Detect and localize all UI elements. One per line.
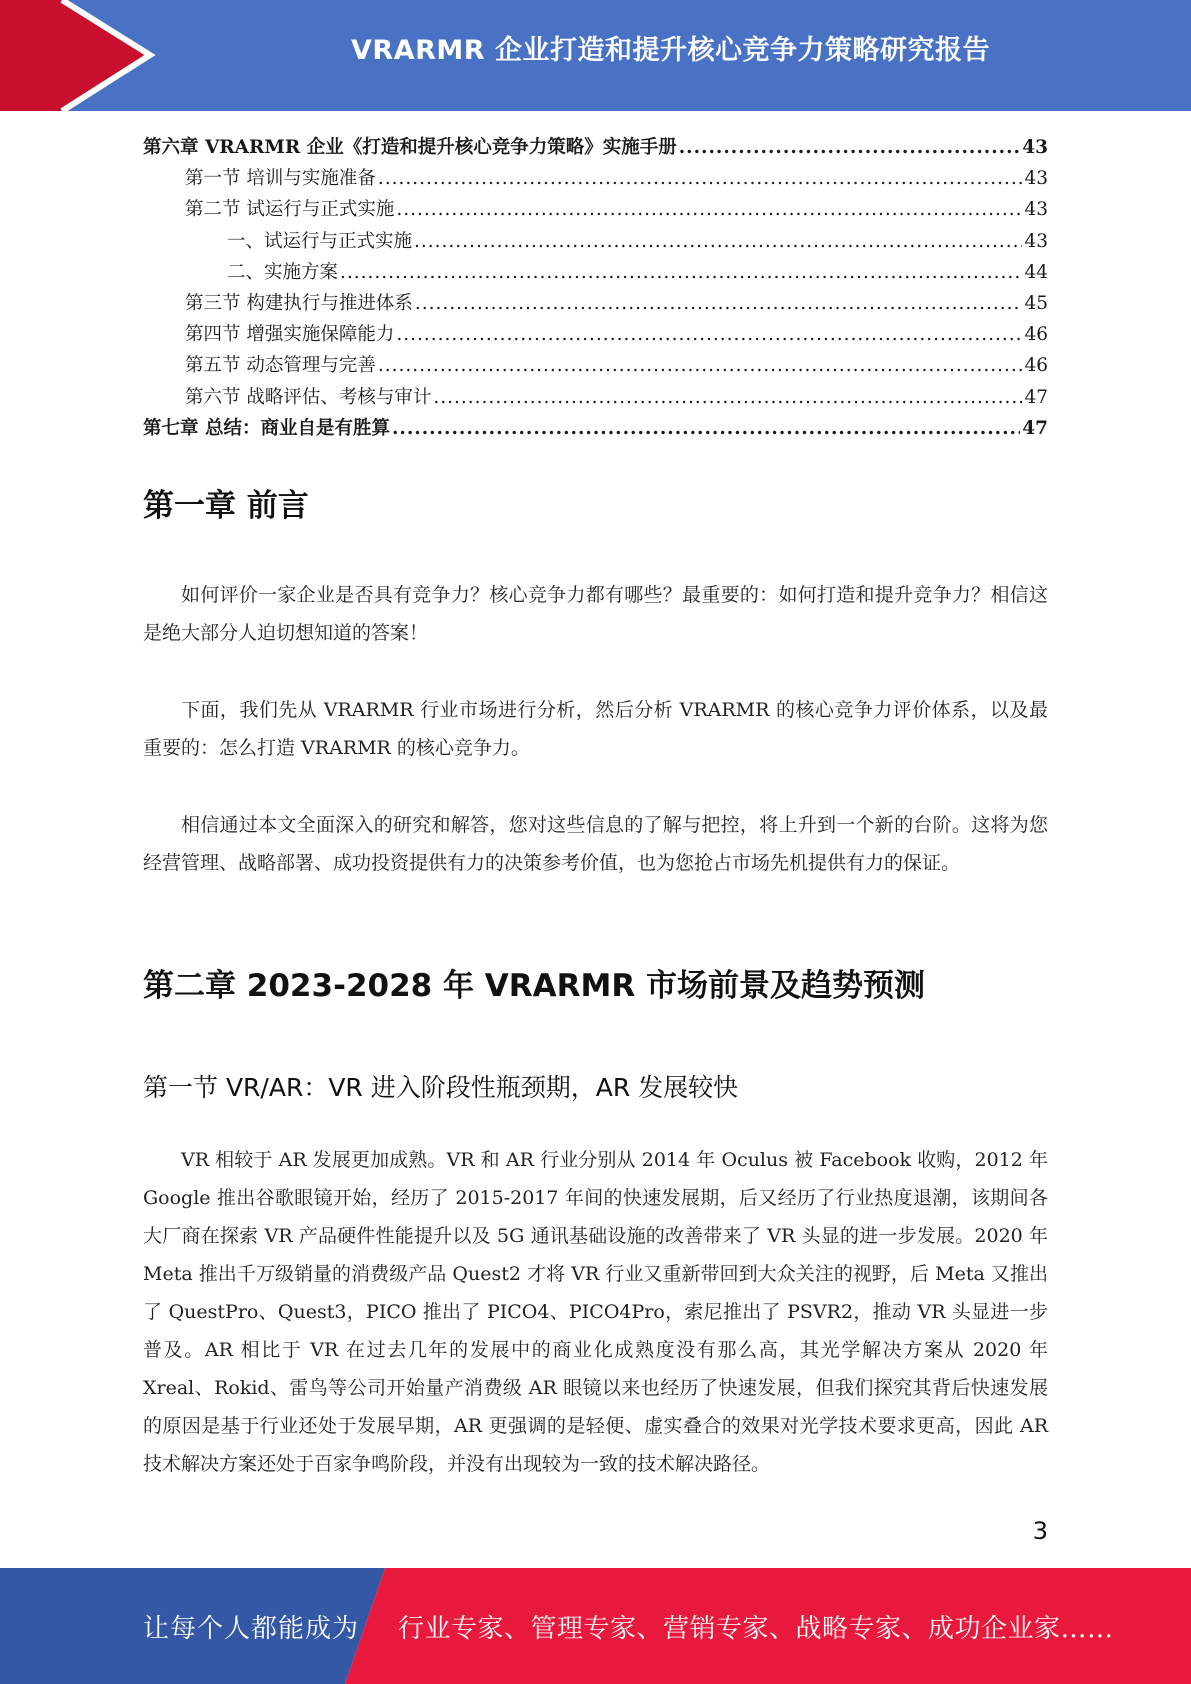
toc-entry-title: 第一节 培训与实施准备 bbox=[185, 168, 376, 190]
toc-dot-leader bbox=[415, 288, 1023, 319]
toc-entry-page: 43 bbox=[1024, 230, 1048, 252]
toc-entry-title: 第二节 试运行与正式实施 bbox=[185, 199, 395, 221]
chapter1-paragraph-3: 相信通过本文全面深入的研究和解答，您对这些信息的了解与把控，将上升到一个新的台阶。这将为您经营管理、战略部署、成功投资提供有力的决策参考价值，也为您抢占市场先机提供有力的保证。 bbox=[143, 814, 1048, 874]
footer-slogan-left: 让每个人都能成为 bbox=[143, 1614, 360, 1644]
toc-entry-title: 一、试运行与正式实施 bbox=[227, 230, 413, 252]
toc-entry-page: 46 bbox=[1024, 324, 1048, 346]
page-header bbox=[0, 0, 1191, 111]
chapter1-heading: 第一章 前言 bbox=[143, 488, 309, 524]
toc-entry-title: 第五节 动态管理与完善 bbox=[185, 355, 376, 377]
toc-entry-page: 44 bbox=[1024, 261, 1048, 283]
toc-dot-leader bbox=[340, 257, 1022, 288]
toc-dot-leader bbox=[396, 194, 1022, 225]
toc-entry-title: 第七章 总结：商业自是有胜算 bbox=[143, 417, 390, 439]
toc-entry[interactable] bbox=[143, 163, 1048, 194]
toc-entry-title: 第三节 构建执行与推进体系 bbox=[185, 292, 413, 314]
chapter2-heading: 第二章 2023-2028 年 VRARMR 市场前景及趋势预测 bbox=[143, 968, 926, 1004]
toc-entry[interactable] bbox=[143, 226, 1048, 257]
header-arrow-decoration bbox=[0, 0, 160, 111]
page-footer bbox=[0, 1568, 1191, 1684]
toc-entry-title: 第六章 VRARMR 企业《打造和提升核心竞争力策略》实施手册 bbox=[143, 137, 677, 158]
section1-paragraph: VR 相较于 AR 发展更加成熟。VR 和 AR 行业分别从 2014 年 Oculus 被 Facebook 收购，2012 年 Google 推出谷歌眼镜开始，经历了 2015-2017 年间的快速发展期，后又经历了行业热度退潮，该期间各大厂商在探索 VR 产品硬件性能提升以及 5G 通讯基础设施的改善带来了 VR 头显的进一步发展。2020 年 Meta 推出千万级销量的消费级产品 Quest2 才将 VR 行业又重新带回到大众关注的视野，后 Meta 又推出了 QuestPro、Quest3，PICO 推出了 PICO4、PICO4Pro，索尼推出了 PSVR2，推动 VR 头显进一步普及。AR 相比于 VR 在过去几年的发展中的商业化成熟度没有那么高，其光学解决方案从 2020 年 Xreal、Rokid、雷鸟等公司开始量产消费级 AR 眼镜以来也经历了快速发展，但我们探究其背后快速发展的原因是基于行业还处于发展早期，AR 更强调的是轻便、虚实叠合的效果对光学技术要求更高，因此 AR 技术解决方案还处于百家争鸣阶段，并没有出现较为一致的技术解决路径。 bbox=[143, 1149, 1048, 1475]
toc-entry[interactable] bbox=[143, 257, 1048, 288]
footer-slogan-right: 行业专家、管理专家、营销专家、战略专家、成功企业家…… bbox=[398, 1614, 1114, 1644]
toc-dot-leader bbox=[433, 382, 1022, 413]
toc-entry[interactable] bbox=[143, 194, 1048, 225]
toc-entry-page: 43 bbox=[1024, 168, 1048, 190]
toc-entry-title: 二、实施方案 bbox=[227, 261, 339, 283]
toc-dot-leader bbox=[396, 319, 1022, 350]
toc-entry[interactable] bbox=[143, 319, 1048, 350]
chapter1-paragraph-2: 下面，我们先从 VRARMR 行业市场进行分析，然后分析 VRARMR 的核心竞争力评价体系，以及最重要的：怎么打造 VRARMR 的核心竞争力。 bbox=[143, 699, 1048, 759]
chapter1-paragraph-1: 如何评价一家企业是否具有竞争力？核心竞争力都有哪些？最重要的：如何打造和提升竞争力？相信这是绝大部分人迫切想知道的答案！ bbox=[143, 584, 1048, 644]
toc-dot-leader bbox=[378, 163, 1023, 194]
toc-entry[interactable] bbox=[143, 382, 1048, 413]
page-number: 3 bbox=[1032, 1517, 1048, 1545]
toc-entry-page: 46 bbox=[1024, 355, 1048, 377]
section1-heading: 第一节 VR/AR：VR 进入阶段性瓶颈期，AR 发展较快 bbox=[143, 1073, 739, 1102]
toc-entry-page: 47 bbox=[1022, 417, 1048, 439]
table-of-contents bbox=[143, 132, 1048, 444]
toc-entry-page: 43 bbox=[1024, 199, 1048, 221]
toc-entry-page: 43 bbox=[1022, 137, 1048, 158]
toc-dot-leader bbox=[414, 226, 1022, 257]
toc-entry-title: 第六节 战略评估、考核与审计 bbox=[185, 386, 432, 408]
toc-dot-leader bbox=[378, 350, 1023, 381]
toc-entry[interactable] bbox=[143, 132, 1048, 163]
toc-dot-leader bbox=[679, 132, 1021, 163]
toc-entry[interactable] bbox=[143, 288, 1048, 319]
toc-entry-page: 45 bbox=[1024, 292, 1048, 314]
toc-entry[interactable] bbox=[143, 350, 1048, 381]
report-title: VRARMR 企业打造和提升核心竞争力策略研究报告 bbox=[351, 35, 990, 66]
toc-entry-title: 第四节 增强实施保障能力 bbox=[185, 324, 395, 346]
toc-entry-page: 47 bbox=[1024, 386, 1048, 408]
toc-dot-leader bbox=[392, 413, 1020, 444]
toc-entry[interactable] bbox=[143, 413, 1048, 444]
